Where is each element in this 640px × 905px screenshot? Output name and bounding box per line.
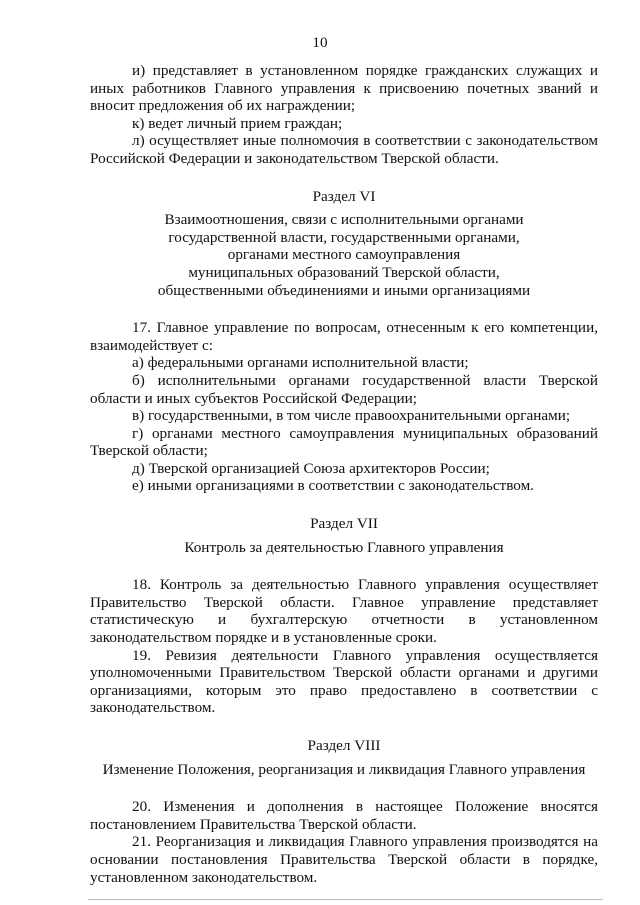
section-7-heading: Раздел VII: [310, 515, 378, 533]
section-6-title-line: муниципальных образований Тверской области,: [188, 263, 500, 281]
page-number: 10: [312, 34, 328, 51]
paragraph-19: 19. Ревизия деятельности Главного управления осуществляется уполномоченными Правительством Тверской области органами и другими организациями, которым это право предоставлено в соответствии с законодательством.: [90, 646, 598, 717]
paragraph-17: 17. Главное управление по вопросам, отнесенным к его компетенции, взаимодействует с:: [90, 319, 598, 354]
list-item-b: б) исполнительными органами государственной власти Тверской области и иных субъектов Российской Федерации;: [90, 371, 598, 407]
list-item-l: л) осуществляет иные полномочия в соответствии с законодательством Российской Федерации и законодательством Тверской области.: [90, 132, 598, 167]
list-item-e: е) иными организациями в соответствии с законодательством.: [132, 477, 534, 495]
section-6-heading: Раздел VI: [312, 187, 376, 205]
list-item-v: в) государственными, в том числе правоохранительными органами;: [132, 407, 571, 425]
section-6-title: [90, 211, 598, 299]
list-item-k: к) ведет личный прием граждан;: [132, 114, 343, 132]
list-item-i: и) представляет в установленном порядке гражданских служащих и иных работников Главного управления к присвоению почетных званий и вносит предложения об их награждении;: [90, 62, 598, 115]
list-item-g: г) органами местного самоуправления муниципальных образований Тверской области;: [90, 424, 598, 460]
document-body: [90, 62, 598, 886]
section-8-heading: Раздел VIII: [307, 737, 381, 754]
page-bottom-rule: [88, 899, 603, 900]
list-item-a: а) федеральными органами исполнительной власти;: [132, 354, 469, 372]
section-7-title: Контроль за деятельностью Главного управления: [184, 538, 504, 556]
section-6-title-line: органами местного самоуправления: [227, 246, 461, 264]
section-6-title-line: Взаимоотношения, связи с исполнительными органами: [164, 211, 524, 229]
paragraph-18: 18. Контроль за деятельностью Главного управления осуществляет Правительство Тверской области. Главное управление представляет статистическую и бухгалтерскую отчетности в установленном законодательством порядке и в установленные сроки.: [90, 576, 598, 647]
section-8-title: Изменение Положения, реорганизация и ликвидация Главного управления: [102, 760, 586, 778]
section-6-title-line: общественными объединениями и иными организациями: [157, 281, 531, 299]
paragraph-20: 20. Изменения и дополнения в настоящее Положение вносятся постановлением Правительства Тверской области.: [90, 798, 598, 833]
section-6-title-line: государственной власти, государственными органами,: [168, 228, 520, 246]
list-item-d: д) Тверской организацией Союза архитекторов России;: [132, 459, 490, 477]
paragraph-21: 21. Реорганизация и ликвидация Главного управления производятся на основании постановления Правительства Тверской области в порядке, установленном законодательством.: [90, 833, 598, 886]
